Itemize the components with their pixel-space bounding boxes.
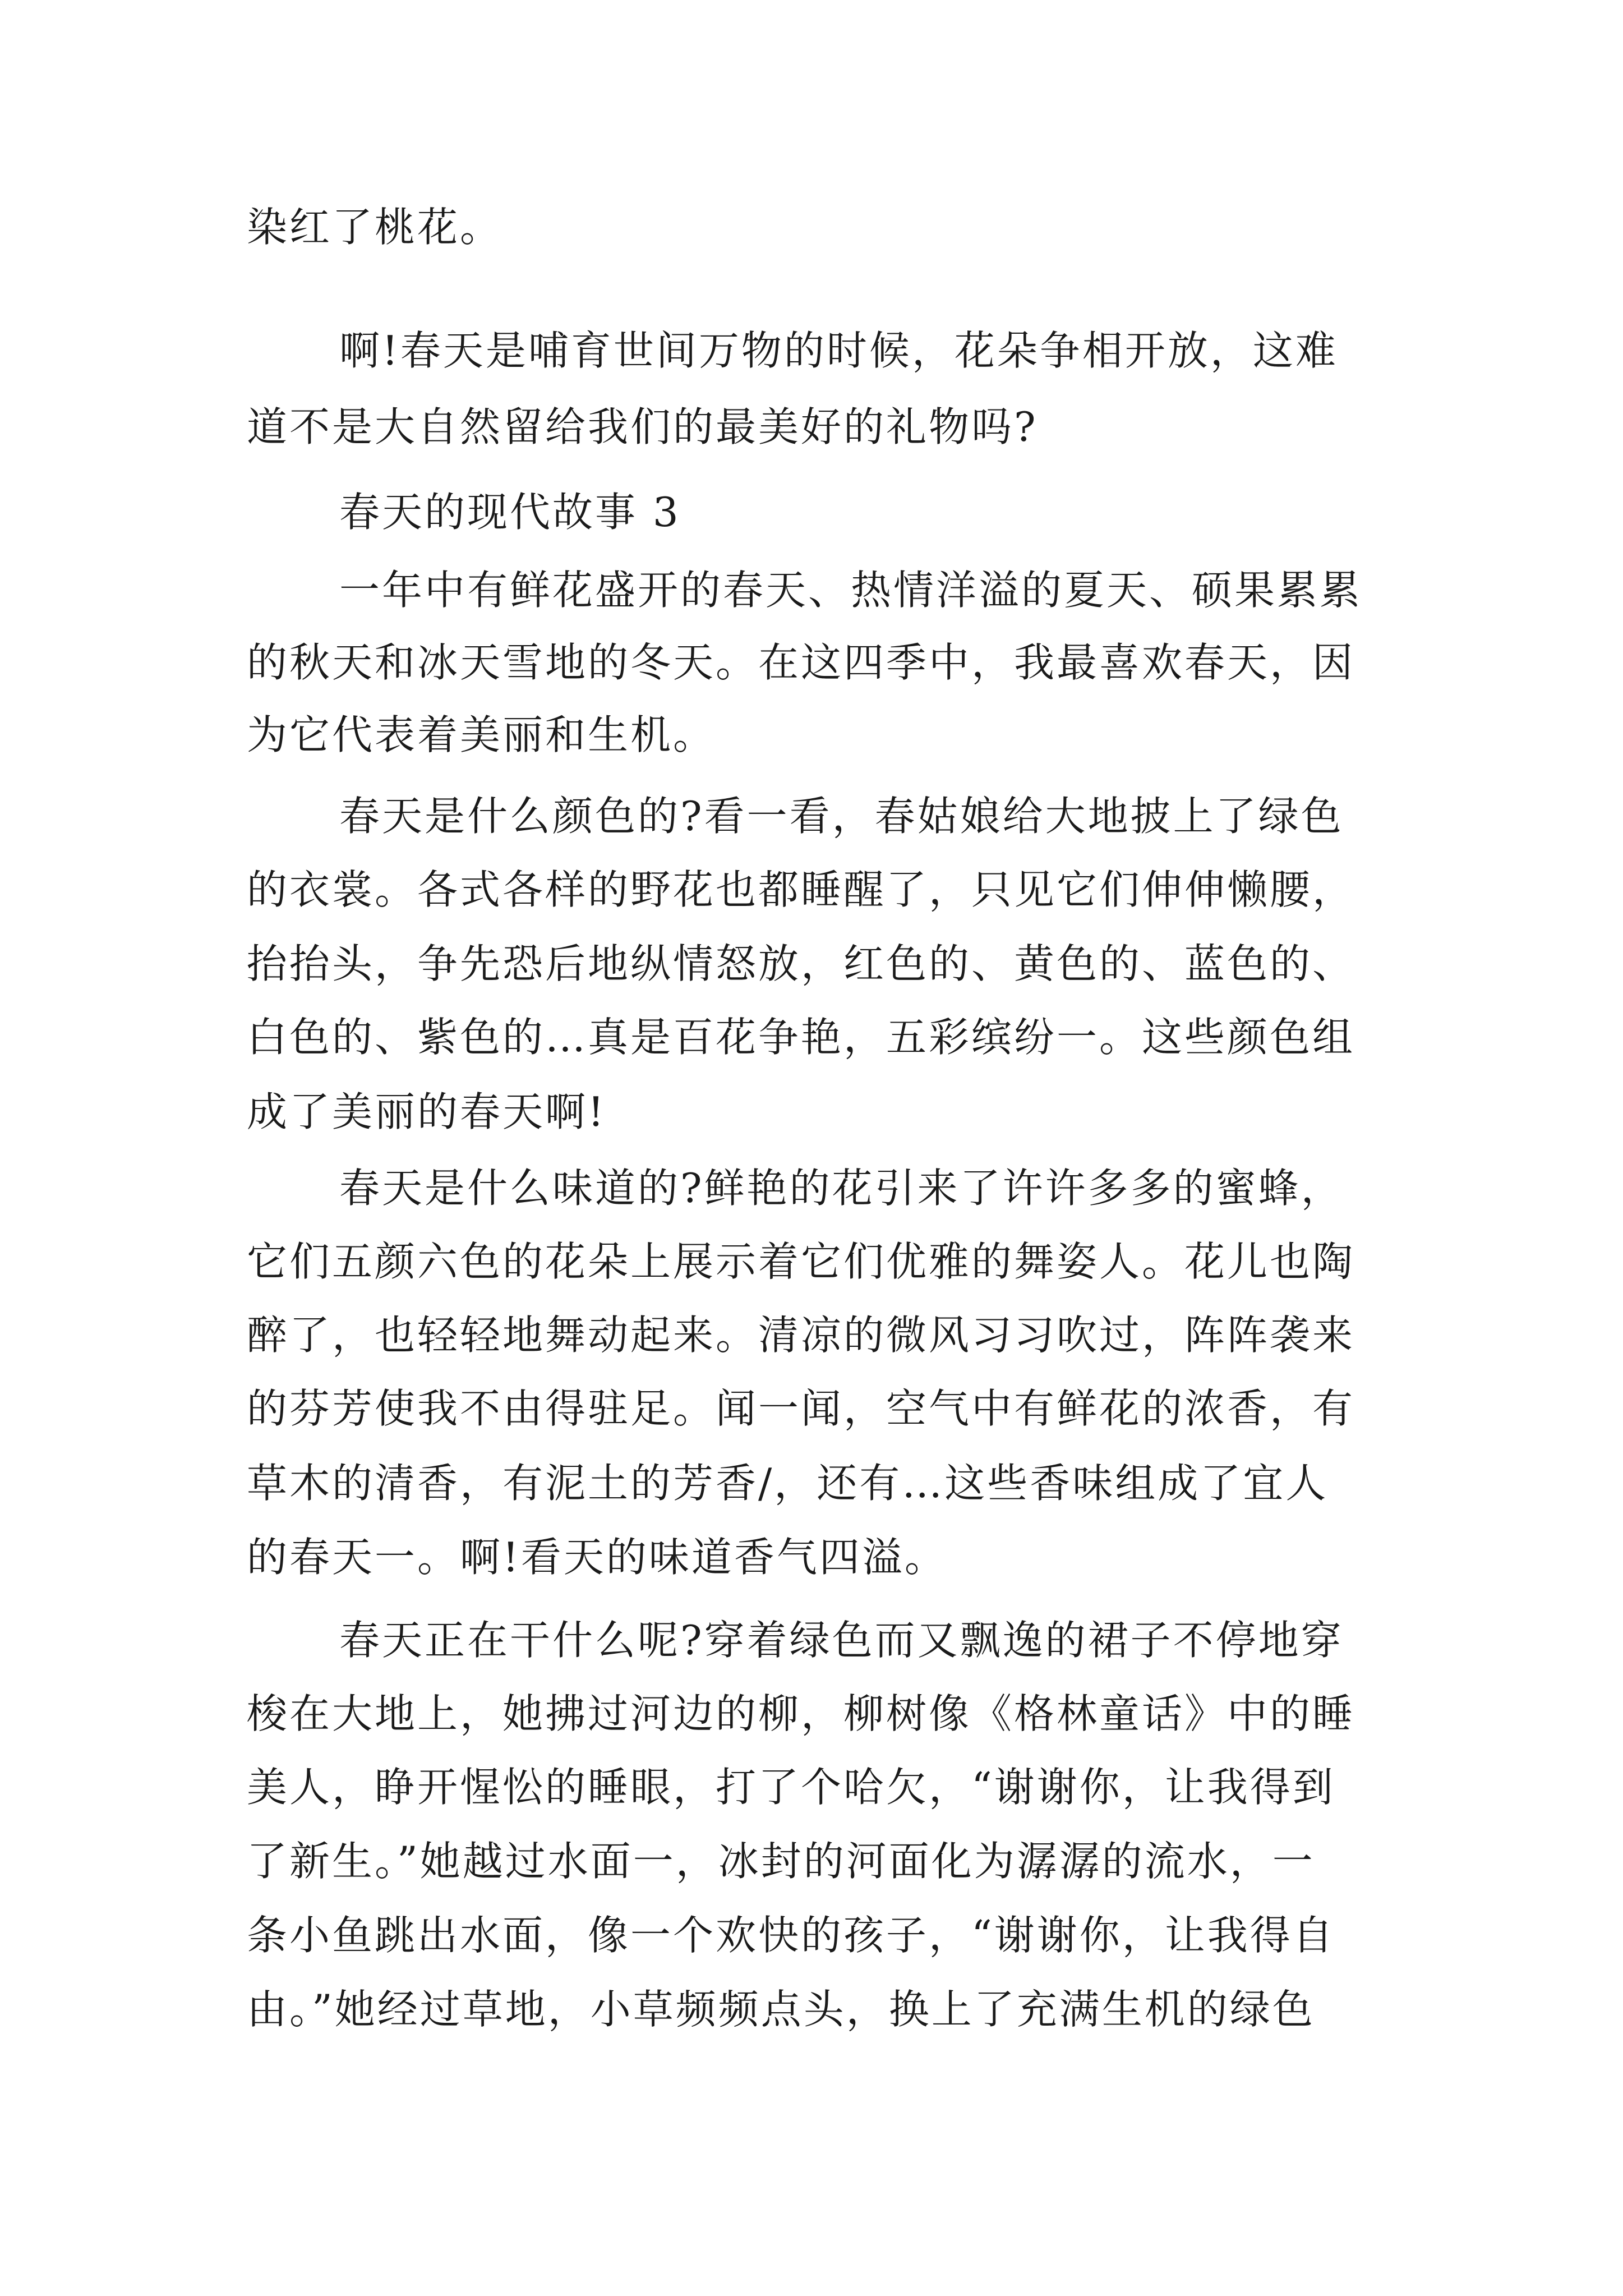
text-line: 的秋天和冰天雪地的冬天。在这四季中，我最喜欢春天，因 (247, 639, 1355, 686)
text-line: 染红了桃花。 (247, 204, 503, 251)
text-line: 春天是什么味道的?鲜艳的花引来了许许多多的蜜蜂， (339, 1165, 1344, 1212)
text-line: 的芬芳使我不由得驻足。闻一闻，空气中有鲜花的浓香，有 (247, 1385, 1355, 1432)
text-line: 它们五颜六色的花朵上展示着它们优雅的舞姿人。花儿也陶 (247, 1238, 1355, 1285)
text-line: 的衣裳。各式各样的野花也都睡醒了，只见它们伸伸懒腰， (247, 866, 1355, 913)
text-line: 草木的清香，有泥土的芳香/，还有…这些香味组成了宜人 (247, 1460, 1329, 1507)
text-line: 啊!春天是哺育世间万物的时候，花朵争相开放，这难 (339, 327, 1338, 374)
text-line: 梭在大地上，她拂过河边的柳，柳树像《格林童话》中的睡 (247, 1690, 1355, 1737)
text-line: 了新生。”她越过水面一，冰封的河面化为潺潺的流水，一 (247, 1838, 1315, 1885)
text-line: 白色的、紫色的…真是百花争艳，五彩缤纷一。这些颜色组 (247, 1014, 1355, 1061)
text-line: 春天正在干什么呢?穿着绿色而又飘逸的裙子不停地穿 (339, 1617, 1344, 1664)
text-line: 抬抬头，争先恐后地纵情怒放，红色的、黄色的、蓝色的、 (247, 940, 1355, 987)
text-line: 由。”她经过草地，小草频频点头，换上了充满生机的绿色 (247, 1986, 1315, 2033)
text-line: 醉了，也轻轻地舞动起来。清凉的微风习习吹过，阵阵袭来 (247, 1312, 1355, 1359)
text-line: 的春天一。啊!看天的味道香气四溢。 (247, 1534, 947, 1581)
text-line: 春天是什么颜色的?看一看，春姑娘给大地披上了绿色 (339, 793, 1344, 840)
text-line: 美人，睁开惺忪的睡眼，打了个哈欠，“谢谢你，让我得到 (247, 1764, 1335, 1811)
text-line: 条小鱼跳出水面，像一个欢快的孩子，“谢谢你，让我得自 (247, 1912, 1335, 1959)
text-line: 春天的现代故事 3 (339, 489, 681, 536)
text-line: 为它代表着美丽和生机。 (247, 711, 716, 758)
text-line: 道不是大自然留给我们的最美好的礼物吗? (247, 403, 1038, 450)
text-line: 一年中有鲜花盛开的春天、热情洋溢的夏天、硕果累累 (339, 567, 1363, 614)
text-line: 成了美丽的春天啊! (247, 1088, 606, 1135)
